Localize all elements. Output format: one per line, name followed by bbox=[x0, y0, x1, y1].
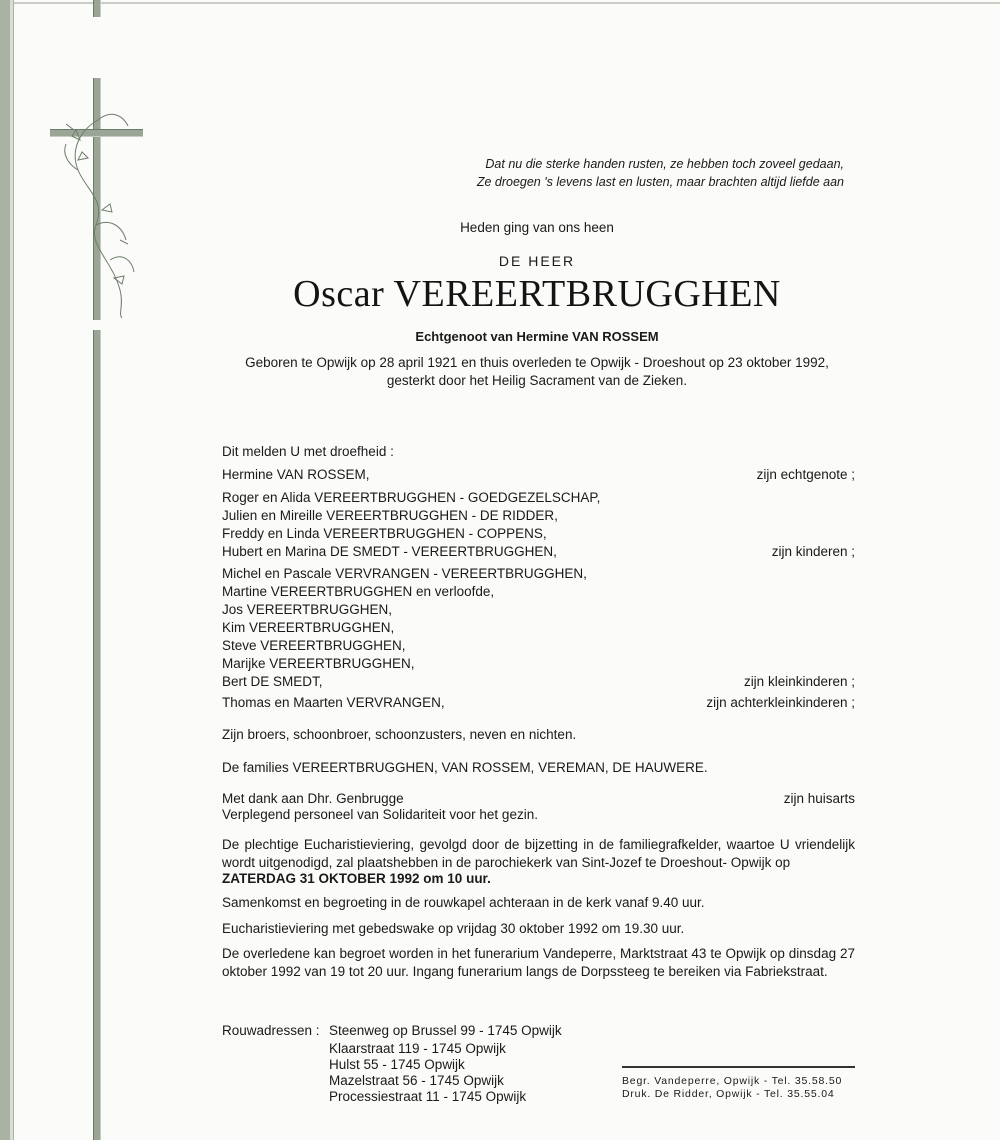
deceased-name: Oscar VEREERTBRUGGHEN bbox=[293, 273, 781, 315]
poem-line-2: Ze droegen 's levens last en lusten, maar brachten altijd liefde aan bbox=[476, 175, 844, 189]
spouse-name: Hermine VAN ROSSEM, bbox=[222, 467, 370, 482]
address-1: Steenweg op Brussel 99 - 1745 Opwijk bbox=[329, 1023, 562, 1038]
address-2: Klaarstraat 119 - 1745 Opwijk bbox=[329, 1041, 506, 1056]
doctor-role: zijn huisarts bbox=[783, 791, 855, 806]
thanks-doctor: Met dank aan Dhr. Genbrugge bbox=[222, 791, 404, 806]
families-line: De families VEREERTBRUGGHEN, VAN ROSSEM, VEREMAN, DE HAUWERE. bbox=[222, 760, 708, 775]
spouse-line: Echtgenoot van Hermine VAN ROSSEM bbox=[415, 329, 659, 344]
printer-line-1: Begr. Vandeperre, Opwijk - Tel. 35.58.50 bbox=[622, 1075, 843, 1087]
gathering-text: Samenkomst en begroeting in de rouwkapel achteraan in de kerk vanaf 9.40 uur. bbox=[222, 895, 705, 910]
cross-stem-bottom bbox=[93, 330, 101, 1140]
grandchildren-role: zijn kleinkinderen ; bbox=[743, 674, 855, 689]
birth-death-line-2: gesterkt door het Heilig Sacrament van de Zieken. bbox=[386, 373, 688, 388]
address-3: Hulst 55 - 1745 Opwijk bbox=[329, 1057, 465, 1072]
cross-stem-top bbox=[93, 0, 101, 17]
grandchild-3: Jos VEREERTBRUGGHEN, bbox=[222, 602, 393, 617]
address-5: Processiestraat 11 - 1745 Opwijk bbox=[329, 1089, 527, 1104]
left-border-strip bbox=[0, 0, 14, 1140]
vigil-text: Eucharistieviering met gebedswake op vrijdag 30 oktober 1992 om 19.30 uur. bbox=[222, 921, 685, 936]
birth-death-line-1: Geboren te Opwijk op 28 april 1921 en thuis overleden te Opwijk - Droeshout op 23 oktober 1992, bbox=[245, 355, 829, 370]
intro-text: Heden ging van ons heen bbox=[460, 220, 614, 235]
top-border-line bbox=[14, 2, 1000, 4]
vine-icon bbox=[50, 100, 150, 320]
great-grandchildren-name: Thomas en Maarten VERVRANGEN, bbox=[222, 695, 445, 710]
child-4: Hubert en Marina DE SMEDT - VEREERTBRUGGHEN, bbox=[222, 544, 557, 559]
printer-line-2: Druk. De Ridder, Opwijk - Tel. 35.55.04 bbox=[622, 1088, 835, 1100]
poem-line-1: Dat nu die sterke handen rusten, ze hebben toch zoveel gedaan, bbox=[485, 157, 844, 171]
siblings-line: Zijn broers, schoonbroer, schoonzusters, neven en nichten. bbox=[222, 727, 577, 742]
printer-divider bbox=[622, 1066, 855, 1068]
thanks-nurses: Verplegend personeel van Solidariteit voor het gezin. bbox=[222, 807, 538, 822]
grandchild-4: Kim VEREERTBRUGGHEN, bbox=[222, 620, 395, 635]
grandchild-1: Michel en Pascale VERVRANGEN - VEREERTBRUGGHEN, bbox=[222, 566, 587, 581]
child-2: Julien en Mireille VEREERTBRUGGHEN - DE RIDDER, bbox=[222, 508, 558, 523]
announce-text: Dit melden U met droefheid : bbox=[222, 444, 394, 459]
child-1: Roger en Alida VEREERTBRUGGHEN - GOEDGEZELSCHAP, bbox=[222, 490, 601, 505]
honorific: DE HEER bbox=[498, 253, 576, 269]
addresses-label: Rouwadressen : bbox=[222, 1023, 320, 1038]
grandchild-7: Bert DE SMEDT, bbox=[222, 674, 323, 689]
grandchild-5: Steve VEREERTBRUGGHEN, bbox=[222, 638, 406, 653]
grandchild-6: Marijke VEREERTBRUGGHEN, bbox=[222, 656, 415, 671]
great-grandchildren-role: zijn achterkleinkinderen ; bbox=[706, 695, 855, 710]
funerarium-text: De overledene kan begroet worden in het funerarium Vandeperre, Marktstraat 43 te Opwijk op dinsdag 27 oktober 1992 van 19 tot 20 uur. Ingang funerarium langs de Dorpssteeg te bereiken via Fabriekstraat. bbox=[222, 946, 855, 979]
grandchild-2: Martine VEREERTBRUGGHEN en verloofde, bbox=[222, 584, 495, 599]
spouse-role: zijn echtgenote ; bbox=[756, 467, 855, 482]
service-date: ZATERDAG 31 OKTOBER 1992 om 10 uur. bbox=[222, 871, 491, 886]
service-text: De plechtige Eucharistieviering, gevolgd door de bijzetting in de familiegrafkelder, waartoe U vriendelijk wordt uitgenodigd, zal plaatshebben in de parochiekerk van Sint-Jozef te Droeshout- Opwijk op bbox=[222, 837, 855, 870]
address-4: Mazelstraat 56 - 1745 Opwijk bbox=[329, 1073, 504, 1088]
children-role: zijn kinderen ; bbox=[771, 544, 855, 559]
child-3: Freddy en Linda VEREERTBRUGGHEN - COPPENS, bbox=[222, 526, 547, 541]
